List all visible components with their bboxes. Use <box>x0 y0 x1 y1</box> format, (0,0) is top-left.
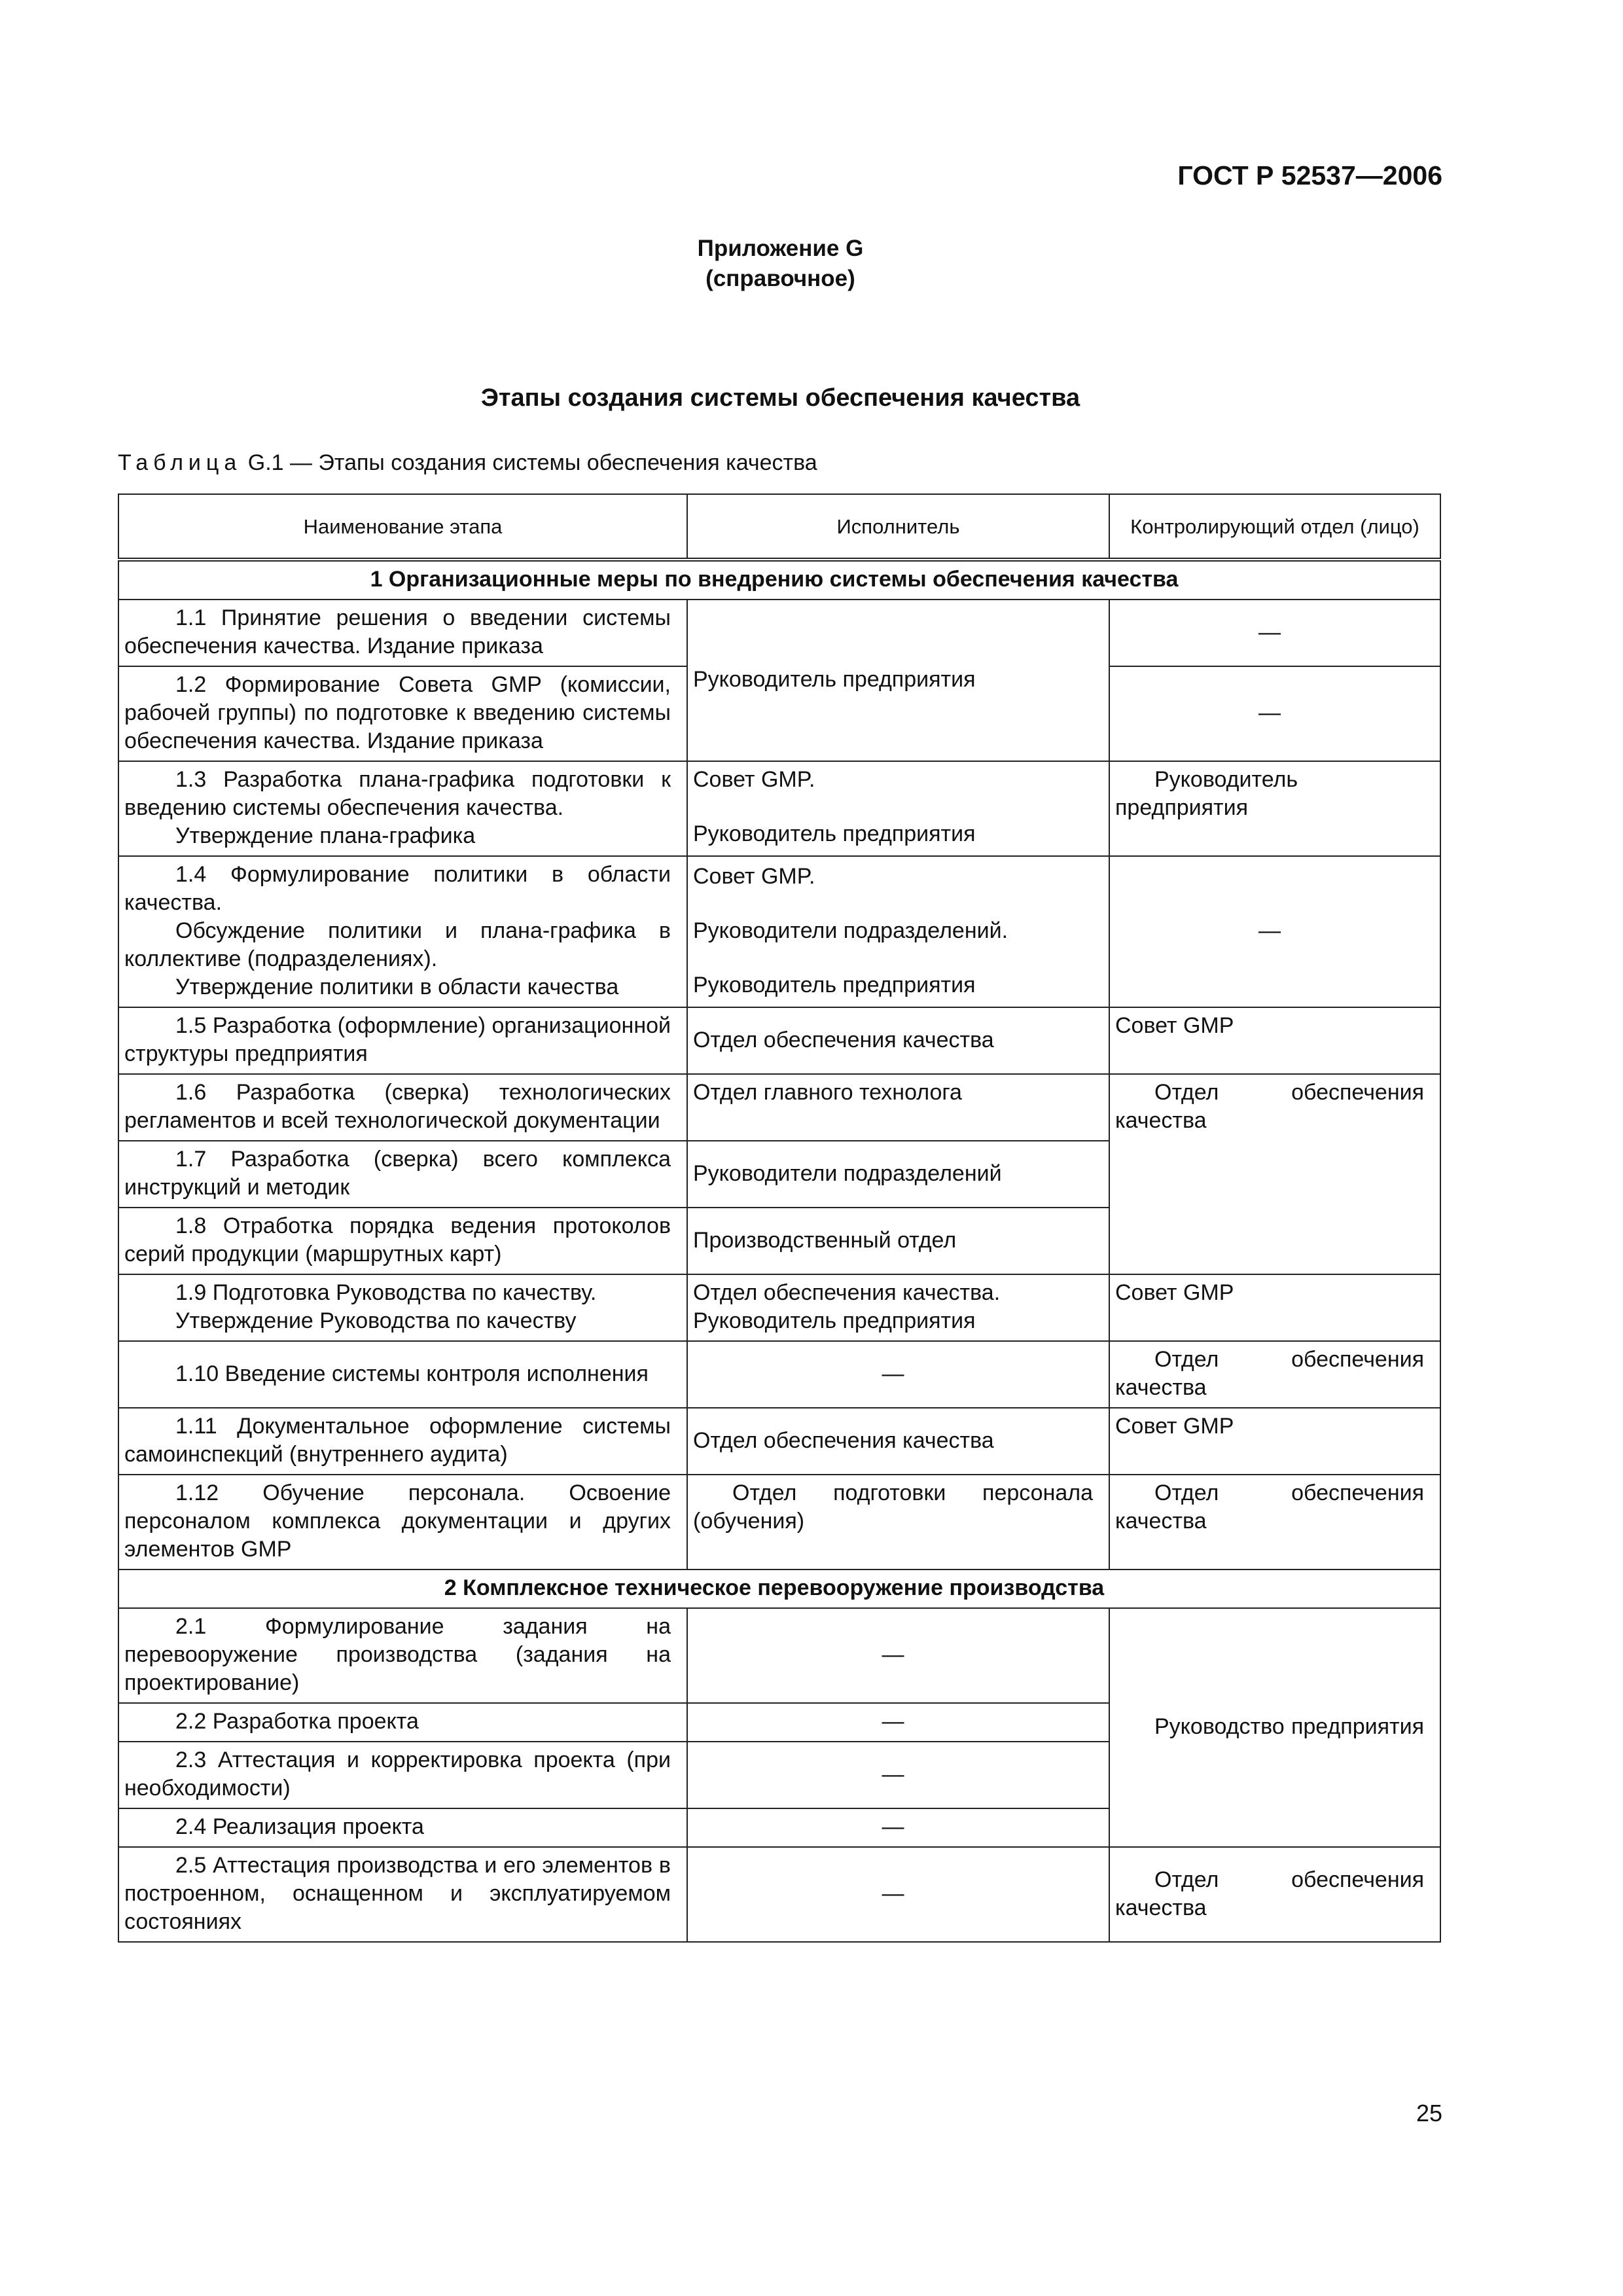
stage-cell <box>118 761 687 856</box>
table-caption <box>118 450 817 476</box>
table-caption-number: G.1 <box>247 450 284 475</box>
performer-cell: — <box>687 1341 1109 1408</box>
stage-cell: 1.1 Принятие решения о введении системы обеспечения качества. Издание приказа <box>118 600 687 666</box>
performer-cell: — <box>687 1703 1109 1742</box>
table-row <box>118 1074 1440 1141</box>
stage-line: Обсуждение политики и плана-графика в коллективе (подразделениях). <box>124 918 671 971</box>
appendix-title: Приложение G <box>697 236 864 261</box>
performer-cell <box>687 1274 1109 1341</box>
performer-line: Руководитель предприятия <box>693 1308 976 1333</box>
stage-cell: 2.4 Реализация проекта <box>118 1808 687 1847</box>
stage-cell: 2.5 Аттестация производства и его элементов в построенном, оснащенном и эксплуатируемом состояниях <box>118 1847 687 1942</box>
performer-cell <box>687 761 1109 856</box>
page-number: 25 <box>1416 2100 1442 2126</box>
controller-cell: Совет GMP <box>1109 1408 1440 1475</box>
performer-cell: — <box>687 1847 1109 1942</box>
controller-cell <box>1109 761 1440 856</box>
performer-cell: Руководитель предприятия <box>687 600 1109 761</box>
stage-line: Утверждение плана-графика <box>175 823 476 848</box>
performer-line: Руководитель предприятия <box>693 973 976 997</box>
spacer <box>693 891 1093 917</box>
controller-cell <box>1109 1847 1440 1942</box>
stage-line: 1.4 Формулирование политики в области качества. <box>124 862 671 915</box>
column-header-stage: Наименование этапа <box>118 494 687 560</box>
stage-cell: 1.2 Формирование Совета GMP (комиссии, рабочей группы) по подготовке к введению системы обеспечения качества. Издание приказа <box>118 666 687 761</box>
spacer <box>693 945 1093 971</box>
table-caption-text: — Этапы создания системы обеспечения качества <box>290 450 817 475</box>
controller-cell <box>1109 1608 1440 1847</box>
section-row <box>118 1570 1440 1608</box>
section-title: 1 Организационные меры по внедрению системы обеспечения качества <box>118 560 1440 600</box>
stage-line: Утверждение политики в области качества <box>175 975 619 999</box>
controller-text: Отдел обеспечения качества <box>1115 1080 1424 1133</box>
table-row <box>118 1274 1440 1341</box>
performer-cell: Отдел обеспечения качества <box>687 1007 1109 1074</box>
appendix-heading <box>0 234 1561 294</box>
document-code: ГОСТ Р 52537—2006 <box>1177 160 1442 190</box>
performer-cell: Отдел обеспечения качества <box>687 1408 1109 1475</box>
performer-cell <box>687 856 1109 1007</box>
performer-cell <box>687 1475 1109 1570</box>
performer-cell: Отдел главного технолога <box>687 1074 1109 1141</box>
table-row <box>118 1007 1440 1074</box>
appendix-subtitle: (справочное) <box>705 266 855 291</box>
controller-text: Отдел обеспечения качества <box>1115 1867 1424 1920</box>
table-row <box>118 761 1440 856</box>
column-header-controller: Контролирующий отдел (лицо) <box>1109 494 1440 560</box>
performer-line: Руководитель предприятия <box>693 821 976 846</box>
stage-cell: 1.8 Отработка порядка ведения протоколов серий продукции (маршрутных карт) <box>118 1208 687 1274</box>
table-row <box>118 1847 1440 1942</box>
controller-cell: Совет GMP <box>1109 1274 1440 1341</box>
controller-cell: Совет GMP <box>1109 1007 1440 1074</box>
table-row <box>118 600 1440 666</box>
performer-line: Отдел обеспечения качества. <box>693 1280 1001 1305</box>
controller-cell <box>1109 1074 1440 1274</box>
controller-cell: — <box>1109 856 1440 1007</box>
table-row <box>118 1608 1440 1703</box>
performer-text: Отдел подготовки персонала (обучения) <box>693 1480 1093 1534</box>
performer-line: Совет GMP. <box>693 767 815 792</box>
stage-cell: 2.1 Формулирование задания на перевооружение производства (задания на проектирование) <box>118 1608 687 1703</box>
stage-cell: 1.5 Разработка (оформление) организационной структуры предприятия <box>118 1007 687 1074</box>
controller-text: Руководство предприятия <box>1154 1714 1424 1739</box>
stage-line: Утверждение Руководства по качеству <box>175 1308 577 1333</box>
controller-cell: — <box>1109 666 1440 761</box>
stage-cell: 1.11 Документальное оформление системы самоинспекций (внутреннего аудита) <box>118 1408 687 1475</box>
table-row <box>118 1408 1440 1475</box>
stages-table <box>118 493 1441 1943</box>
column-header-performer: Исполнитель <box>687 494 1109 560</box>
table-header-row <box>118 494 1440 560</box>
controller-cell <box>1109 1341 1440 1408</box>
stage-cell: 2.3 Аттестация и корректировка проекта (при необходимости) <box>118 1742 687 1808</box>
section-title: 2 Комплексное техническое перевооружение производства <box>118 1570 1440 1608</box>
controller-text: Руководитель предприятия <box>1115 767 1298 820</box>
performer-cell: — <box>687 1808 1109 1847</box>
table-row <box>118 1475 1440 1570</box>
stage-line: 1.9 Подготовка Руководства по качеству. <box>175 1280 597 1305</box>
stage-cell <box>118 1274 687 1341</box>
performer-cell: — <box>687 1608 1109 1703</box>
performer-line: Руководители подразделений. <box>693 918 1008 943</box>
table-caption-prefix: Таблица <box>118 450 242 475</box>
performer-cell: Руководители подразделений <box>687 1141 1109 1208</box>
section-row <box>118 560 1440 600</box>
stage-cell: 1.10 Введение системы контроля исполнения <box>118 1341 687 1408</box>
performer-line: Совет GMP. <box>693 864 815 889</box>
controller-cell <box>1109 1475 1440 1570</box>
controller-cell: — <box>1109 600 1440 666</box>
stage-line: 1.3 Разработка плана-графика подготовки к введению системы обеспечения качества. <box>124 767 671 820</box>
stage-cell <box>118 856 687 1007</box>
stage-cell: 2.2 Разработка проекта <box>118 1703 687 1742</box>
spacer <box>693 794 1093 820</box>
page-title: Этапы создания системы обеспечения качества <box>480 384 1080 412</box>
table-row <box>118 1341 1440 1408</box>
stage-cell: 1.7 Разработка (сверка) всего комплекса инструкций и методик <box>118 1141 687 1208</box>
controller-text: Отдел обеспечения качества <box>1115 1480 1424 1534</box>
performer-cell: Производственный отдел <box>687 1208 1109 1274</box>
controller-text: Отдел обеспечения качества <box>1115 1347 1424 1400</box>
stage-cell: 1.12 Обучение персонала. Освоение персоналом комплекса документации и других элементов GMP <box>118 1475 687 1570</box>
performer-cell: — <box>687 1742 1109 1808</box>
stage-cell: 1.6 Разработка (сверка) технологических регламентов и всей технологической документации <box>118 1074 687 1141</box>
table-row <box>118 856 1440 1007</box>
